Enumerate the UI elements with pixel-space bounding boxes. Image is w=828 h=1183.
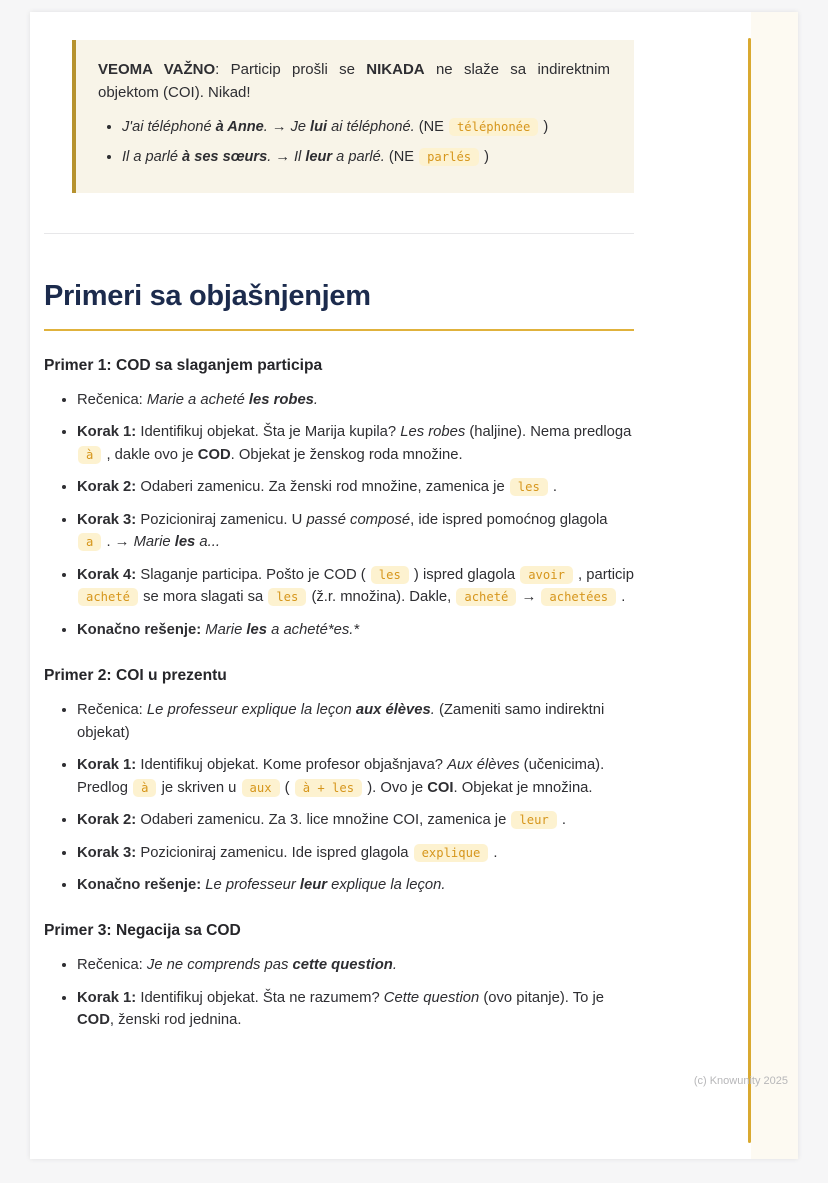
text-segment: Rečenica: <box>77 957 147 974</box>
text-segment: Korak 1: <box>77 757 137 774</box>
text-segment: Il <box>293 149 306 166</box>
text-segment: Odaberi zamenicu. Za ženski rod množine, zamenica je <box>136 479 509 496</box>
text-segment: (ž.r. množina). Dakle, <box>307 589 456 606</box>
code-badge: à <box>133 779 156 797</box>
document-content <box>30 12 798 1082</box>
copyright-notice: (c) Knowunity 2025 <box>693 1075 788 1087</box>
text-segment: . → <box>102 534 134 551</box>
text-segment: . <box>489 844 498 861</box>
steps-list <box>44 389 634 641</box>
text-segment: Le professeur <box>205 876 300 893</box>
text-segment: passé composé <box>306 511 411 528</box>
text-segment: aux élèves <box>355 702 431 719</box>
list-item <box>122 116 610 139</box>
text-segment: à ses sœurs <box>182 149 268 166</box>
text-segment: ) ispred glagola <box>409 566 520 583</box>
text-segment: les <box>174 534 196 551</box>
text-segment: Je ne comprends pas <box>146 957 293 974</box>
text-segment: → <box>267 118 291 135</box>
text-segment: , particip <box>573 566 634 583</box>
list-item <box>77 421 634 466</box>
page-title-block <box>44 280 634 331</box>
section-primer-3 <box>44 922 634 1031</box>
code-badge: a <box>78 533 101 551</box>
text-segment: ) <box>539 118 549 135</box>
document-page <box>30 12 798 1159</box>
callout-lead <box>98 58 610 105</box>
list-item <box>77 564 634 609</box>
text-segment: Identifikuj objekat. Kome profesor objašnjava? <box>136 757 448 774</box>
text-segment: → <box>271 149 294 166</box>
text-segment: Pozicioniraj zamenicu. U <box>136 511 307 528</box>
list-item <box>77 954 634 976</box>
text-segment: (učenicima). Predlog <box>77 757 605 796</box>
text-segment: Marie a acheté <box>146 391 249 408</box>
list-item <box>77 619 634 641</box>
text-segment: , dakle ovo je <box>102 446 198 463</box>
text-segment: ) <box>480 149 490 166</box>
text-segment: leur <box>299 876 328 893</box>
section-primer-2 <box>44 667 634 896</box>
text-segment: . <box>430 702 435 719</box>
text-segment: . Objekat je ženskog roda množine. <box>230 446 463 463</box>
text-segment: Je <box>290 118 311 135</box>
list-item <box>77 509 634 554</box>
text-segment: Identifikuj objekat. Šta ne razumem? <box>136 989 384 1006</box>
text-segment: . <box>548 479 558 496</box>
text-segment: Identifikuj objekat. Šta je Marija kupila? <box>136 424 401 441</box>
text-segment: je skriven u <box>157 779 241 796</box>
code-badge: avoir <box>520 566 573 584</box>
section-title: Primer 1: COD sa slaganjem participa <box>44 356 323 374</box>
text-segment: Slaganje participa. Pošto je COD ( <box>136 566 370 583</box>
text-segment: Odaberi zamenicu. Za 3. lice množine COI, zamenica je <box>136 812 511 829</box>
text-segment: Marie <box>133 534 175 551</box>
text-segment: explique la leçon. <box>327 876 446 893</box>
list-item <box>77 874 634 896</box>
code-badge: les <box>371 566 409 584</box>
list-item <box>77 987 634 1032</box>
text-segment: (Zameniti samo indirektni objekat) <box>77 702 605 741</box>
text-segment: Korak 3: <box>77 511 137 528</box>
text-segment: (haljine). Nema predloga <box>465 424 632 441</box>
text-segment: . <box>313 391 319 408</box>
code-badge: à + les <box>295 779 362 797</box>
text-segment: se mora slagati sa <box>139 589 268 606</box>
text-segment: . <box>557 812 567 829</box>
text-segment: Korak 2: <box>77 812 137 829</box>
text-segment: COI <box>427 779 454 796</box>
text-segment: a acheté*es.* <box>267 621 360 638</box>
text-segment: . <box>392 957 397 974</box>
code-badge: leur <box>511 811 556 829</box>
list-item <box>77 809 634 831</box>
section-title: Primer 3: Negacija sa COD <box>44 922 241 940</box>
text-segment: (NE <box>384 149 419 166</box>
text-segment: Rečenica: <box>77 391 147 408</box>
text-segment: a... <box>195 534 220 551</box>
text-segment: . <box>267 149 272 166</box>
page-title: Primeri sa objašnjenjem <box>44 279 371 312</box>
code-badge: les <box>510 478 548 496</box>
code-badge: à <box>78 446 101 464</box>
code-badge: téléphonée <box>449 118 538 136</box>
text-segment: Korak 1: <box>77 424 137 441</box>
code-badge: explique <box>414 844 489 862</box>
text-segment: Il a parlé <box>122 149 183 166</box>
steps-list <box>44 954 634 1031</box>
text-segment: ). Ovo je <box>363 779 428 796</box>
list-item <box>122 146 610 169</box>
text-segment: → <box>517 589 541 606</box>
steps-list <box>44 699 634 896</box>
text-segment: Le professeur explique la leçon <box>146 702 356 719</box>
text-segment: ( <box>280 779 294 796</box>
text-segment: Konačno rešenje: <box>77 876 202 893</box>
text-segment: Cette question <box>383 989 480 1006</box>
text-segment: Pozicioniraj zamenicu. Ide ispred glagola <box>136 844 413 861</box>
list-item <box>77 476 634 498</box>
text-segment: : Particip prošli se <box>215 61 367 78</box>
code-badge: aux <box>242 779 280 797</box>
section-divider <box>44 233 634 234</box>
text-segment: cette question <box>292 957 393 974</box>
text-segment: Korak 1: <box>77 989 137 1006</box>
list-item <box>77 842 634 864</box>
text-segment: (NE <box>414 118 448 135</box>
section-primer-1 <box>44 357 634 641</box>
text-segment: Marie <box>205 621 247 638</box>
text-segment: VEOMA VAŽNO <box>98 61 216 78</box>
text-segment: leur <box>305 149 333 166</box>
text-segment: NIKADA <box>366 61 425 78</box>
code-badge: acheté <box>456 588 516 606</box>
text-segment: lui <box>310 118 328 135</box>
text-segment: COD <box>77 1012 110 1029</box>
text-segment: Korak 3: <box>77 844 137 861</box>
text-segment: Konačno rešenje: <box>77 621 202 638</box>
text-segment: les robes <box>248 391 314 408</box>
text-segment: les <box>246 621 267 638</box>
text-segment: Les robes <box>400 424 466 441</box>
text-segment: , ženski rod jednina. <box>109 1012 242 1029</box>
text-segment: , ide ispred pomoćnog glagola <box>410 511 608 528</box>
code-badge: achetées <box>541 588 616 606</box>
code-badge: parlés <box>419 148 479 166</box>
text-segment: Korak 2: <box>77 479 137 496</box>
text-segment: . <box>263 118 268 135</box>
text-segment: . <box>617 589 626 606</box>
text-segment: . Objekat je množina. <box>453 779 593 796</box>
code-badge: acheté <box>78 588 138 606</box>
text-segment: ne slaže sa indirektnim objektom (COI). Nikad! <box>98 61 610 102</box>
text-segment: (ovo pitanje). To je <box>479 989 604 1006</box>
section-title: Primer 2: COI u prezentu <box>44 667 227 685</box>
text-segment: à Anne <box>215 118 264 135</box>
text-segment: Korak 4: <box>77 566 137 583</box>
text-segment: ai téléphoné. <box>327 118 415 135</box>
list-item <box>77 754 634 799</box>
text-segment: J'ai téléphoné <box>122 118 216 135</box>
text-segment: COD <box>197 446 231 463</box>
callout-list <box>122 116 610 169</box>
text-segment: a parlé. <box>332 149 385 166</box>
important-callout <box>72 40 634 193</box>
list-item <box>77 699 634 744</box>
text-segment: Rečenica: <box>77 702 147 719</box>
code-badge: les <box>268 588 306 606</box>
text-segment: Aux élèves <box>447 757 520 774</box>
list-item <box>77 389 634 411</box>
